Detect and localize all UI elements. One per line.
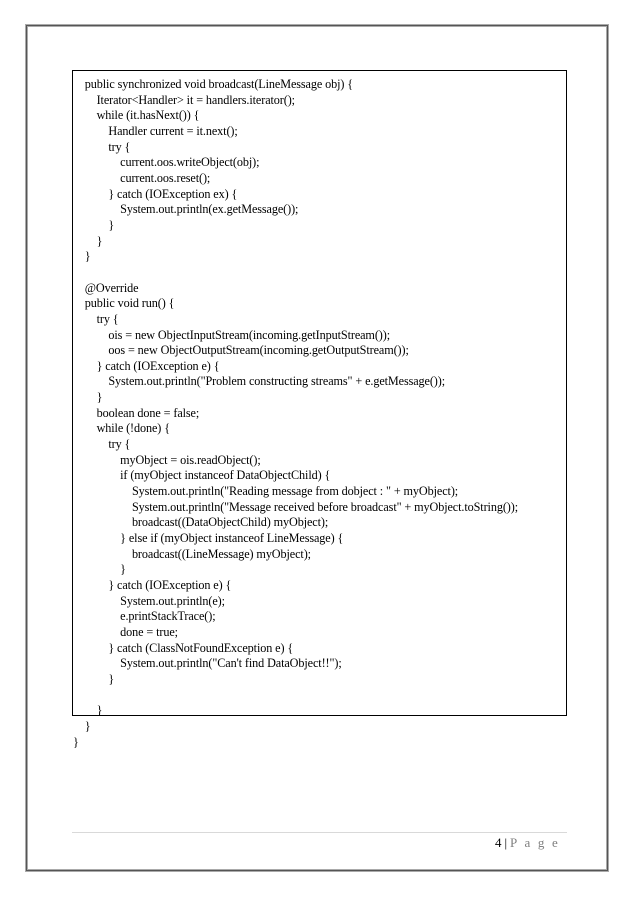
code-line: try { xyxy=(73,311,119,326)
code-line: current.oos.reset(); xyxy=(73,170,211,185)
code-line: System.out.println("Can't find DataObject!!"); xyxy=(73,656,342,671)
code-line: public void run() { xyxy=(73,296,175,311)
code-line: try { xyxy=(73,437,131,452)
code-line: } xyxy=(73,217,115,232)
code-listing xyxy=(73,77,518,750)
page-label: P a g e xyxy=(510,835,560,850)
code-line: } xyxy=(73,734,79,749)
code-line: if (myObject instanceof DataObjectChild) { xyxy=(73,468,331,483)
code-line: } catch (IOException e) { xyxy=(73,358,220,373)
code-line: } catch (IOException e) { xyxy=(73,578,232,592)
code-line: myObject = ois.readObject(); xyxy=(73,452,261,467)
code-line: done = true; xyxy=(73,624,178,639)
code-line: Iterator<Handler> it = handlers.iterator(); xyxy=(73,92,295,107)
footer-divider xyxy=(72,832,567,833)
code-line: Handler current = it.next(); xyxy=(73,123,238,138)
code-line: System.out.println("Reading message from dobject : " + myObject); xyxy=(73,484,459,499)
code-line: } xyxy=(73,562,126,577)
code-line: } xyxy=(73,671,115,686)
code-line: } xyxy=(73,718,91,733)
code-line: current.oos.writeObject(obj); xyxy=(73,155,260,170)
code-line: public synchronized void broadcast(LineMessage obj) { xyxy=(73,77,354,91)
code-line xyxy=(73,265,518,281)
code-line: System.out.println("Message received before broadcast" + myObject.toString()); xyxy=(73,499,518,514)
code-line: @Override xyxy=(73,280,139,295)
code-line: } else if (myObject instanceof LineMessage) { xyxy=(73,531,344,546)
code-line: } xyxy=(73,233,103,248)
code-line: try { xyxy=(73,139,131,154)
footer-separator: | xyxy=(504,835,508,850)
code-line: } xyxy=(73,390,103,405)
code-line: while (!done) { xyxy=(73,421,170,436)
code-line: System.out.println("Problem constructing streams" + e.getMessage()); xyxy=(73,374,446,389)
code-line: oos = new ObjectOutputStream(incoming.getOutputStream()); xyxy=(73,343,409,358)
code-line xyxy=(73,688,518,704)
page-footer xyxy=(495,835,560,851)
code-line: } xyxy=(73,249,91,264)
code-line: e.printStackTrace(); xyxy=(73,609,216,624)
code-line: System.out.println(e); xyxy=(73,593,225,608)
code-line: while (it.hasNext()) { xyxy=(73,108,200,123)
code-line: } xyxy=(73,703,103,718)
code-line: ois = new ObjectInputStream(incoming.getInputStream()); xyxy=(73,327,390,342)
code-line: } catch (ClassNotFoundException e) { xyxy=(73,640,294,655)
page-number: 4 xyxy=(494,835,502,850)
code-line: System.out.println(ex.getMessage()); xyxy=(73,202,299,217)
code-line: broadcast((DataObjectChild) myObject); xyxy=(73,515,329,530)
code-line: } catch (IOException ex) { xyxy=(73,186,238,201)
code-listing-box xyxy=(72,70,567,749)
code-line: broadcast((LineMessage) myObject); xyxy=(73,546,311,561)
code-line: boolean done = false; xyxy=(73,405,200,420)
